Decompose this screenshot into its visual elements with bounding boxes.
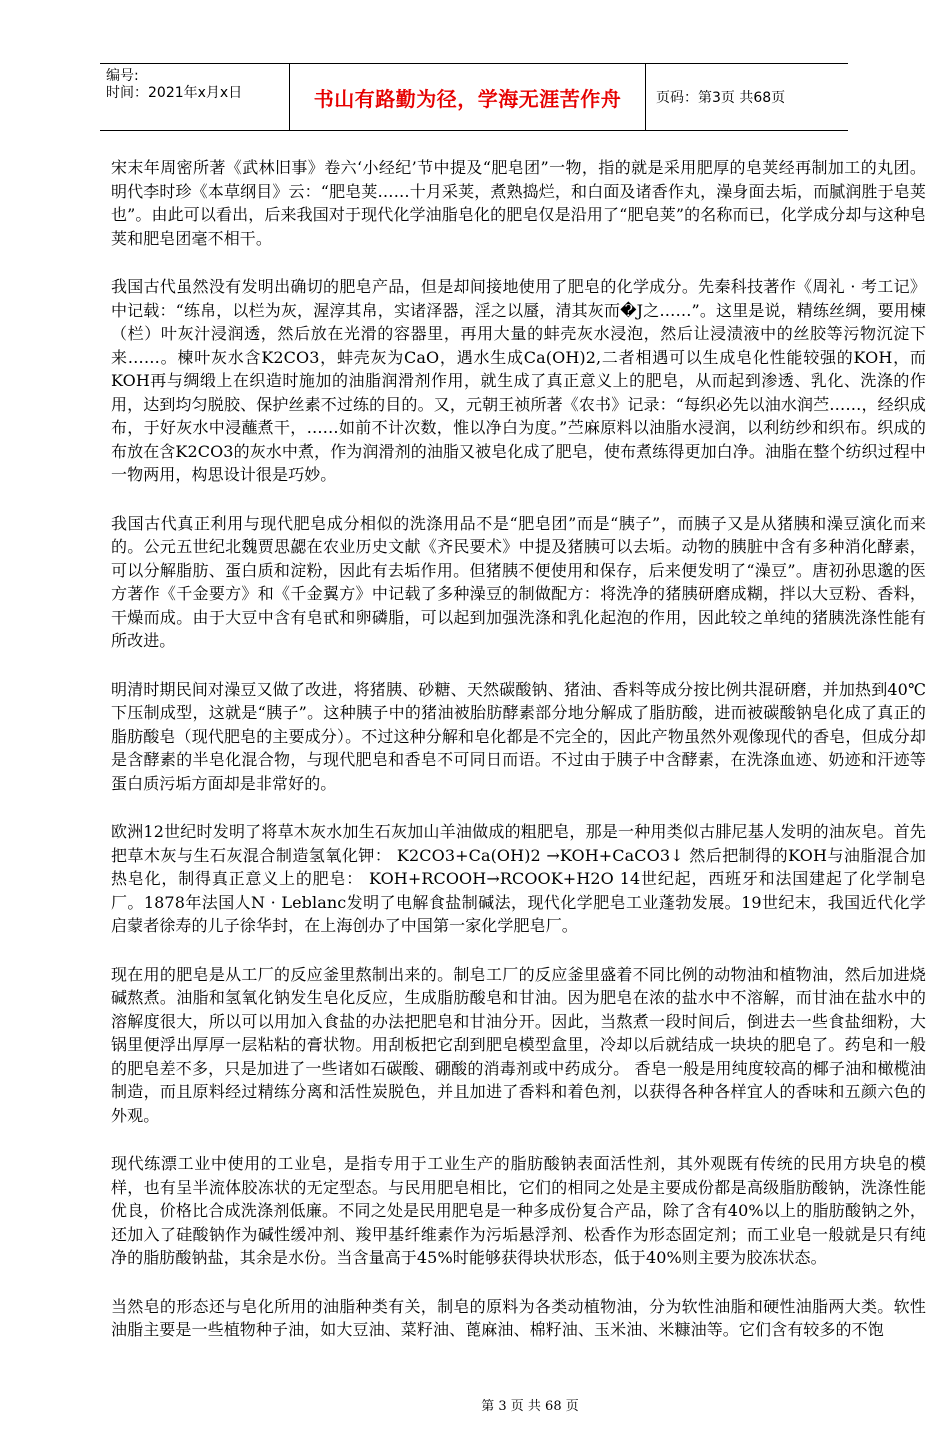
paragraph-8: 当然皂的形态还与皂化所用的油脂种类有关，制皂的原料为各类动植物油，分为软性油脂和硬性油脂两大类。软性油脂主要是一些植物种子油，如大豆油、菜籽油、蓖麻油、棉籽油、玉米油、米糠油等。它们含有较多的不饱 (111, 1296, 926, 1339)
paragraph-6: 现在用的肥皂是从工厂的反应釜里熬制出来的。制皂工厂的反应釜里盛着不同比例的动物油和植物油，然后加进烧碱熬煮。油脂和氢氧化钠发生皂化反应，生成脂肪酸皂和甘油。因为肥皂在浓的盐水中不溶解，而甘油在盐水中的溶解度很大，所以可以用加入食盐的办法把肥皂和甘油分开。因此，当熬煮一段时间后，倒进去一些食盐细粉，大锅里便浮出厚厚一层粘粘的膏状物。用刮板把它刮到肥皂模型盒里，冷却以后就结成一块块的肥皂了。药皂和一般的肥皂差不多，只是加进了一些诸如石碳酸、硼酸的消毒剂或中药成分。 香皂一般是用纯度较高的椰子油和橄榄油制造，而且原料经过精练分离和活性炭脱色，并且加进了香料和着色剂，以获得各种各样宜人的香味和五颜六色的外观。 (111, 964, 926, 1125)
document-body (111, 156, 926, 1342)
paragraph-7: 现代练漂工业中使用的工业皂，是指专用于工业生产的脂肪酸钠表面活性剂，其外观既有传统的民用方块皂的模样，也有呈半流体胶冻状的无定型态。与民用肥皂相比，它们的相同之处是主要成份都是高级脂肪酸钠，洗涤性能优良，价格比合成洗涤剂低廉。不同之处是民用肥皂是一种多成份复合产品，除了含有40%以上的脂肪酸钠之外，还加入了硅酸钠作为碱性缓冲剂、羧甲基纤维素作为污垢悬浮剂、松香作为形态固定剂；而工业皂一般就是只有纯净的脂肪酸钠盐，其余是水份。当含量高于45%时能够获得块状形态，低于40%则主要为胶冻状态。 (111, 1154, 926, 1267)
header-meta (100, 64, 290, 130)
paragraph-1: 宋末年周密所著《武林旧事》卷六‘小经纪’节中提及“肥皂团”一物，指的就是采用肥厚的皂荚经再制加工的丸团。明代李时珍《本草纲目》云：“肥皂荚……十月采荚，煮熟捣烂，和白面及诸香作丸，澡身面去垢，而腻润胜于皂荚也”。由此可以看出，后来我国对于现代化学油脂皂化的肥皂仅是沿用了“肥皂荚”的名称而已，化学成分却与这种皂荚和肥皂团毫不相干。 (111, 158, 926, 248)
paragraph-3: 我国古代真正利用与现代肥皂成分相似的洗涤用品不是“肥皂团”而是“胰子”，而胰子又是从猪胰和澡豆演化而来的。公元五世纪北魏贾思勰在农业历史文献《齐民要术》中提及猪胰可以去垢。动物的胰脏中含有多种消化酵素，可以分解脂肪、蛋白质和淀粉，因此有去垢作用。但猪胰不便使用和保存，后来便发明了“澡豆”。唐初孙思邈的医方著作《千金要方》和《千金翼方》中记载了多种澡豆的制做配方：将洗净的猪胰研磨成糊，拌以大豆粉、香料，干燥而成。由于大豆中含有皂甙和卵磷脂，可以起到加强洗涤和乳化起泡的作用，因此较之单纯的猪胰洗涤性能有所改进。 (111, 513, 926, 650)
paragraph-4: 明清时期民间对澡豆又做了改进，将猪胰、砂糖、天然碳酸钠、猪油、香料等成分按比例共混研磨，并加热到40℃下压制成型，这就是“胰子”。这种胰子中的猪油被胎肪酵素部分地分解成了脂肪酸，进而被碳酸钠皂化成了真正的脂肪酸皂（现代肥皂的主要成分）。不过这种分解和皂化都是不完全的，因此产物虽然外观像现代的香皂，但成分却是含酵素的半皂化混合物，与现代肥皂和香皂不可同日而语。不过由于胰子中含酵素，在洗涤血迹、奶迹和汗迹等蛋白质污垢方面却是非常好的。 (111, 679, 926, 793)
header-page-info: 页码：第3页 共68页 (656, 90, 786, 106)
time-label: 时间：2021年x月x日 (106, 85, 243, 101)
header-motto: 书山有路勤为径，学海无涯苦作舟 (313, 86, 622, 111)
paragraph-2: 我国古代虽然没有发明出确切的肥皂产品，但是却间接地使用了肥皂的化学成分。先秦科技著作《周礼 · 考工记》中记载：“练帛，以栏为灰，渥淳其帛，实诸泽器，淫之以蜃，清其灰而�J之……”。这里是说，精练丝绸，要用楝（栏）叶灰汁浸润透，然后放在光滑的容器里，再用大量的蚌壳灰水浸泡，然后让浸渍液中的丝胶等污物沉淀下来……。楝叶灰水含K2CO3，蚌壳灰为CaO，遇水生成Ca(OH)2,二者相遇可以生成皂化性能较强的KOH，而KOH再与绸缎上在织造时施加的油脂润滑剂作用，就生成了真正意义上的肥皂，从而起到渗透、乳化、洗涤的作用，达到均匀脱胶、保护丝素不过练的目的。又，元朝王祯所著《农书》记录：“每织必先以油水润苎……，经织成布，于好灰水中浸蘸煮干，……如前不计次数，惟以净白为度。”苎麻原料以油脂水浸润，以利纺纱和织布。织成的布放在含K2CO3的灰水中煮，作为润滑剂的油脂又被皂化成了肥皂，使布煮练得更加白净。油脂在整个纺织过程中一物两用，构思设计很是巧妙。 (111, 277, 926, 484)
page-header (100, 63, 848, 131)
paragraph-5: 欧洲12世纪时发明了将草木灰水加生石灰加山羊油做成的粗肥皂，那是一种用类似古腓尼基人发明的油灰皂。首先把草木灰与生石灰混合制造氢氧化钾： K2CO3+Ca(OH)2 →KOH+CaCO3↓ 然后把制得的KOH与油脂混合加热皂化，制得真正意义上的肥皂： KOH+RCOOH→RCOOK+H2O 14世纪起，西班牙和法国建起了化学制皂厂。1878年法国人N · Leblanc发明了电解食盐制碱法，现代化学肥皂工业蓬勃发展。19世纪末，我国近代化学启蒙者徐寿的儿子徐华封，在上海创办了中国第一家化学肥皂厂。 (111, 822, 926, 935)
page-footer: 第 3 页 共 68 页 (481, 1399, 579, 1414)
code-label: 编号: (106, 68, 139, 84)
header-motto-cell (290, 64, 646, 130)
